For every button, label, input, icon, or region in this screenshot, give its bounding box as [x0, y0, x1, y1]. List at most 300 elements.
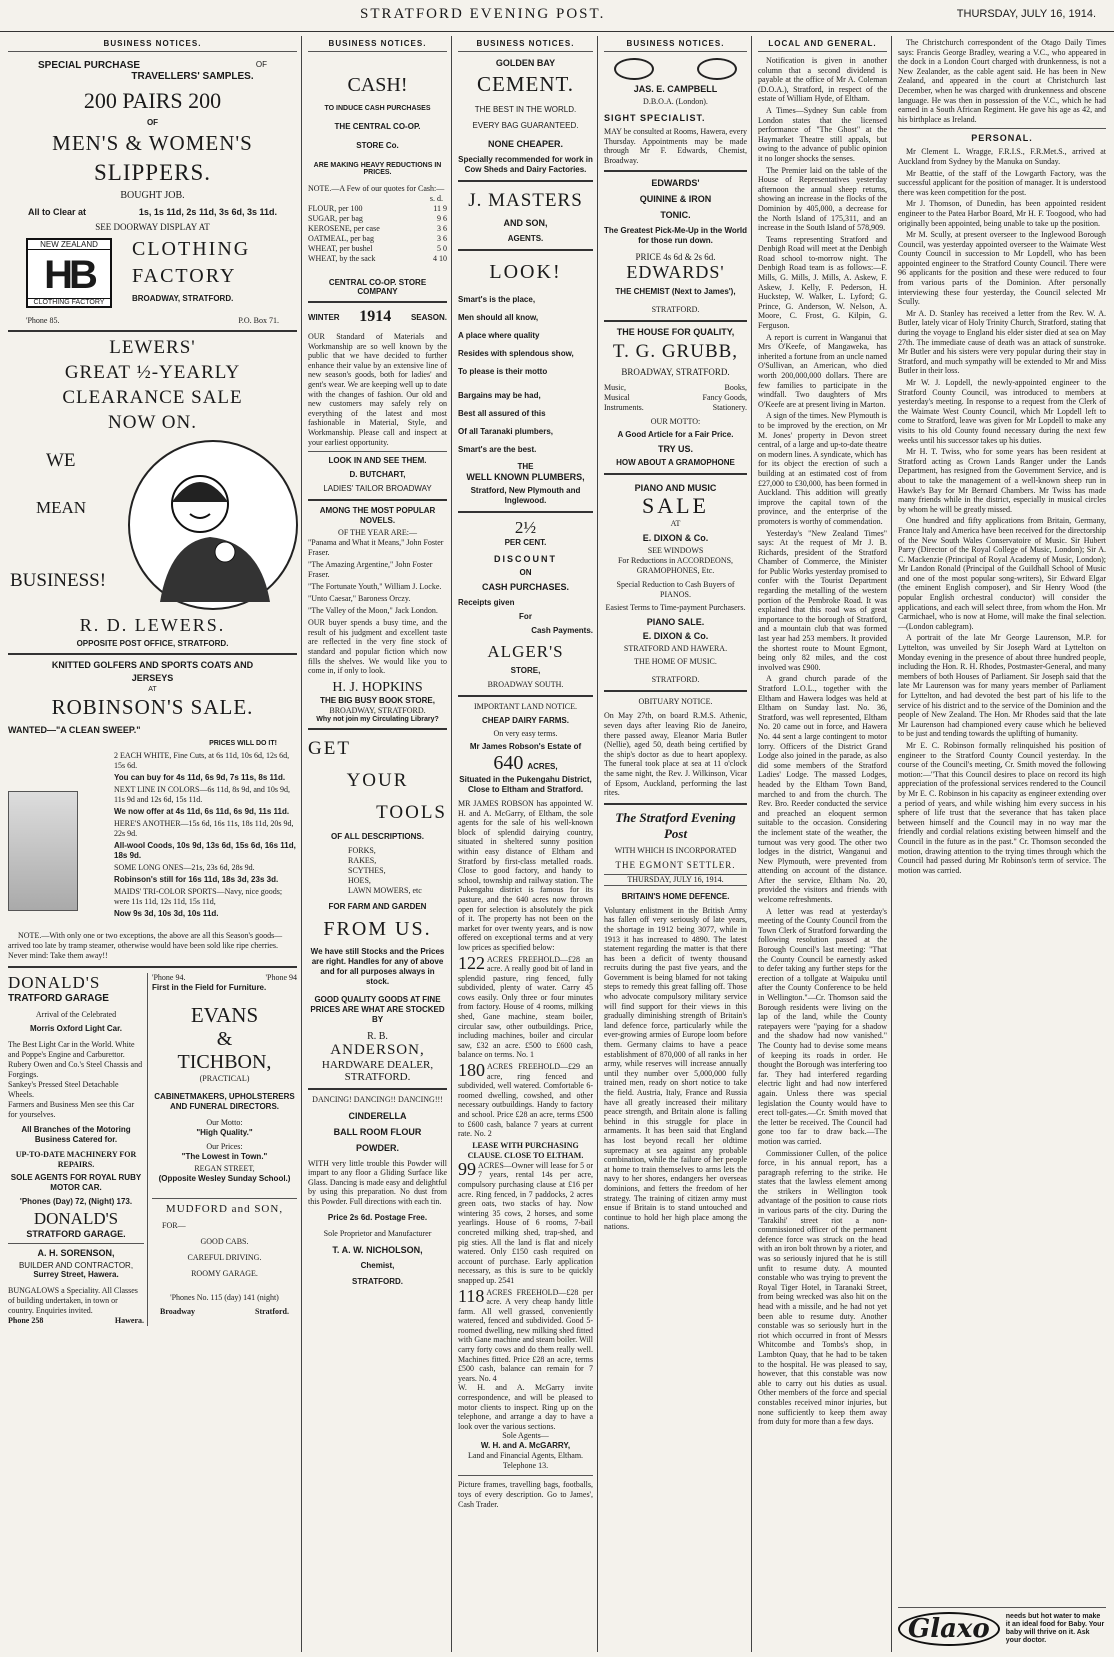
- glaxo-tagline: needs but hot water to make it an ideal food for Baby. Your baby will thrive on it. Ask your doctor.: [1005, 1613, 1105, 1644]
- news-paragraph: The Premier laid on the table of the House of Representatives yesterday afternoon the annual sheep returns, showing an increase in the flocks of the Dominion by 405,000, a decrease for the North Island of 175,311, and an increase in the South Island of 578,909.: [758, 165, 887, 233]
- personal-heading: PERSONAL.: [971, 133, 1033, 144]
- editorial-date: THURSDAY, JULY 16, 1914.: [604, 874, 747, 886]
- of-the-year: OF THE YEAR ARE:—: [338, 528, 417, 538]
- golden-bay: GOLDEN BAY: [495, 58, 556, 68]
- edwards-stratford: STRATFORD.: [651, 305, 700, 315]
- robinson-item: NEXT LINE IN COLORS—6s 11d, 8s 9d, and 10s 9d, 11s 9d and 12s 6d, 15s 11d.: [114, 785, 290, 804]
- motto-text: "High Quality.": [196, 1128, 253, 1137]
- we-text: WE: [46, 450, 76, 471]
- ladies-tailor: LADIES' TAILOR BROADWAY: [323, 484, 432, 494]
- of-all-descriptions: OF ALL DESCRIPTIONS.: [331, 831, 424, 841]
- goods-item: Stationery.: [712, 403, 747, 413]
- look-heading: LOOK!: [489, 261, 562, 283]
- personal-paragraph: Mr J. Thomson, of Dunedin, has been appointed resident engineer to the Patea Harbor Board, Mr H. F. Toogood, who had originally been appointed, being unable to take up the position.: [898, 199, 1106, 228]
- prices-text: "The Lowest in Town.": [181, 1152, 268, 1161]
- acrostic-line: To please is their motto: [458, 367, 548, 376]
- lot-2-text: ACRES FREEHOLD—£29 an acre, ring fenced and subdivided, well watered. Comfortable 6-roomed dwelling, cowshed, and other necessary outbuildings. Handy to factory and school. Price £28 an acre, terms £500 to £600 cash, balance 7 years at current rate. No. 2: [458, 1062, 593, 1139]
- great-half-yearly: GREAT ½-YEARLY: [64, 362, 241, 383]
- clear-prices: 1s, 1s 11d, 2s 11d, 3s 6d, 3s 11d.: [138, 207, 277, 217]
- farm-and-garden: FOR FARM AND GARDEN: [328, 901, 427, 911]
- best-text: The Best Light Car in the World. White and Poppe's Engine and Carburettor.: [8, 1040, 135, 1059]
- factory-phone: 'Phone 85.: [26, 316, 60, 325]
- morris-text: Morris Oxford Light Car.: [29, 1024, 122, 1033]
- defence-editorial: Voluntary enlistment in the British Army has fallen off very seriously of late years, the shortage in 1912 being 3077, while in 1913 it has increased to 4890. The latest statement regarding the matter is that there has been a deficit of twenty thousand recruits during the past five years, and the Government is being blamed for not taking steps to remedy this great falling off. Those who advocate compulsory military service will find support for their views in this gradually diminishing strength of Britain's land defence force, particularly while the ever-growing armies of Europe loom before them. Germany claims to have a peace establishment of 870,000 of all ranks in her army, while reserves will increase annually until they number over 5,000,000 fully trained men, ready on short notice to take the field. Austria, Italy, France and Russia have all greatly increased their military peace strength, and Britain alone is falling behind in this struggle for place in armaments. It has been said that England has lost beyond recall her oldtime supremacy at sea against any probable combination, while the failure of her people at home to train themselves to arms lets the navy to her shores, endangers her overseas dominions, and fetters the freedom of her strategy. The training of citizen army must ensue if Britain is to stand untouched and continue to hold her high place among the nations.: [604, 905, 747, 1232]
- obituary-text: On May 27th, on board R.M.S. Athenic, seven days after leaving Rio de Janeiro, there passed away, Eleanor Maria Butler (Nellie), aged 50, death being certified by the ship's doctor as due to heart apoplexy. The funeral took place at sea at 11 o'clock the same night, the Rev. J. Wilkinson, Vicar of Epsom, Auckland, performing the last rites.: [604, 711, 747, 798]
- price-list: [308, 204, 447, 264]
- news-paragraph: The Christchurch correspondent of the Otago Daily Times says: Francis George Bradley, wearing a V.C., who appeared in the dock in a London Court charged with drunkenness, is not a New Zealander, as the cable agent said. He has been in New Zealand, and appeared in the court at Christchurch last December, when he was charged with drunkenness and obscene language. He was then in possession of the V.C., which he had earned in a South African Regiment. He gave his age as 42, and his birthplace as Ireland.: [898, 38, 1106, 124]
- nicholson-name: T. A. W. NICHOLSON,: [332, 1244, 423, 1255]
- glaxo-logo: Glaxo: [898, 1612, 1000, 1646]
- acres-label: ACRES,: [527, 762, 558, 771]
- defence-heading: BRITAIN'S HOME DEFENCE.: [621, 891, 730, 901]
- pairs-heading: 200 PAIRS 200: [83, 88, 222, 113]
- personal-paragraph: Mr Clement L. Wragge, F.R.I.S., F.R.Met.S., arrived at Auckland from Sydney by the Manuka on Sunday.: [898, 147, 1106, 166]
- cinderella-heading: CINDERELLA: [348, 1110, 407, 1121]
- sight-specialist: SIGHT SPECIALIST.: [604, 113, 706, 123]
- post-masthead: The Stratford Evening Post: [615, 809, 736, 841]
- novel-item: "The Amazing Argentine," John Foster Fraser.: [308, 560, 433, 580]
- acrostic-line: Men should all know,: [458, 313, 539, 322]
- stratford-hawera: STRATFORD AND HAWERA.: [623, 644, 728, 654]
- prices-label: Our Prices:: [206, 1142, 243, 1151]
- news-paragraph: A grand church parade of the Stratford L.O.L., together with the Eltham and Hawera lodges was held at Eltham on Sunday last. No. 36, Stratford, was well represented, Eltham No. 20 came out in force, and Hawera No. 44 sent a large contingent to motor lorry. Officers of the District Grand Lodge also joined in the parade, as also did some members of the Stratford Ladies' Lodge. The massed Lodges, headed by the Eltham Town Band, marched to and from the church. The Rev. Bro. Reeder conducted the service and preached an eloquent sermon suitable to the occasion. Considering the inclement state of the weather, the turnout was very good. The other two lodges in the district, Wanganui and New Plymouth, were prevented from attending on account of the distance. After the service, Eltham No. 20, provided the visitors and friends with welcome refreshments.: [758, 674, 887, 905]
- easiest-terms: Easiest Terms to Time-payment Purchasers.: [605, 603, 746, 613]
- lot-acres: 99: [458, 1158, 476, 1179]
- issue-date: THURSDAY, JULY 16, 1914.: [956, 8, 1096, 20]
- mens-womens: MEN'S & WOMEN'S: [52, 131, 253, 155]
- donalds-garage-ad: [8, 973, 148, 1326]
- column-personal: [894, 36, 1110, 1652]
- tool-item: HOES,: [348, 875, 371, 885]
- robinson-note: NOTE.—With only one or two exceptions, the above are all this Season's goods—arrived too late by tramp steamer, otherwise would have been sold like ripe cherries. Never mind: Take them away!!: [8, 931, 283, 960]
- masters-heading: J. MASTERS: [468, 190, 583, 211]
- price-value: 5 0: [437, 244, 447, 253]
- year-label: 1914: [359, 308, 392, 325]
- acrostic-line: Of all Taranaki plumbers,: [458, 427, 553, 436]
- campbell-name: JAS. E. CAMPBELL: [633, 84, 718, 94]
- pictures-text: Picture frames, travelling bags, footballs, toys of every description. Go to James', Cash Trader.: [458, 1480, 593, 1509]
- campbell-text: MAY be consulted at Rooms, Hawera, every Thursday. Appointments may be made through Mr F. Edwards, Chemist, Broadway.: [604, 127, 747, 165]
- cash-payments: Cash Payments.: [531, 626, 593, 635]
- evans-heading: EVANS: [190, 1003, 259, 1027]
- price-value: 9 6: [437, 214, 447, 223]
- nicholson-stratford: STRATFORD.: [352, 1276, 403, 1286]
- lot-acres: 122: [458, 952, 485, 973]
- incorporated-text: WITH WHICH IS INCORPORATED: [614, 845, 737, 855]
- price-item: SUGAR, per bag: [308, 214, 363, 223]
- central-coop: THE CENTRAL CO-OP.: [334, 122, 421, 131]
- now-on: NOW ON.: [108, 412, 197, 433]
- goods-item: Instruments.: [604, 403, 644, 413]
- slippers-heading: SLIPPERS.: [93, 160, 211, 185]
- ampersand: &: [216, 1028, 233, 1050]
- cartoon-man-icon: [130, 442, 296, 608]
- good-cabs: GOOD CABS.: [200, 1237, 249, 1246]
- mean-text: MEAN: [36, 498, 87, 517]
- buyer-text: OUR buyer spends a busy time, and the result of his judgment and excellent taste are reflected in the very fine stock of standard and popular fiction which now fills the shelves. We would like you to come in, if only to look.: [308, 618, 447, 676]
- easy-terms: On very easy terms.: [493, 729, 558, 738]
- glaxo-ad: [898, 1607, 1106, 1646]
- robinson-item: Now 9s 3d, 10s 3d, 10s 11d.: [114, 909, 219, 918]
- robinsons-sale: ROBINSON'S SALE.: [51, 695, 254, 719]
- price-value: 3 6: [437, 234, 447, 243]
- none-cheaper: NONE CHEAPER.: [487, 139, 563, 149]
- situated-text: Situated in the Pukengahu District, Close to Eltham and Stratford.: [459, 775, 592, 794]
- robinson-item: 2 EACH WHITE, Fine Cuts, at 6s 11d, 10s 6d, 12s 6d, 15s 6d.: [114, 751, 290, 770]
- important-land-notice: IMPORTANT LAND NOTICE.: [474, 702, 577, 711]
- donalds-heading: DONALD'S: [8, 973, 101, 992]
- personal-paragraph: One hundred and fifty applications from Britain, Germany, France Italy and America have been received for the directorship of the New South Wales Conservatoire of Music. Sir Hubert Parry (Director of the Royal College of Music, London); Sir A. C. Mackenzie (Principal of Royal Academy of Music, London); Mr Landon Ronald (Principal of the Guildhall School of Music and one of the most popular song-writers), Sir Edward Elgar (the eminent English composer), and Sir Henry Wood (the popular English orchestral conductor) will consider the applications, and each will select three, from whom the Hon. Mr Carmichael, who is now at Home, will make the final selection.—(London cablegram).: [898, 516, 1106, 631]
- induce-text: TO INDUCE CASH PURCHASES: [324, 105, 431, 112]
- price-value: 4 10: [433, 254, 447, 263]
- best-in-world: THE BEST IN THE WORLD.: [474, 105, 577, 114]
- evans-phone-2: 'Phone 94: [265, 973, 297, 982]
- mudford-heading: MUDFORD and SON,: [165, 1203, 284, 1215]
- ballroom-flour: BALL ROOM FLOUR: [333, 1126, 422, 1137]
- for-label: For: [519, 612, 532, 621]
- novel-item: "Panama and What it Means," John Foster Fraser.: [308, 538, 444, 558]
- robinson-item: You can buy for 4s 11d, 6s 9d, 7s 11s, 8s 11d.: [114, 773, 286, 782]
- sankey-text: Sankey's Pressed Steel Detachable Wheels.: [8, 1080, 119, 1099]
- butchart-name: D. BUTCHART,: [349, 470, 406, 480]
- circulating-library: Why not join my Circulating Library?: [316, 715, 439, 723]
- practical-text: (PRACTICAL): [199, 1074, 250, 1083]
- robson-text: MR JAMES ROBSON has appointed W. H. and A. McGarry, of Eltham, the sole agents for the sale of his well-known block of splendid dairying country, situated in sheltered sunny position within easy distance of Eltham and Stratford by first-class metalled roads. Close to good factory, and handy to school, township and railway station. The Pukengahu district is famous for its pasture, and the 640 acres now thrown open for selection is absolutely the pick of it. The property has not been on the market for over twenty years, and is now offered on exceptional terms and at very low prices as specified below:: [458, 799, 593, 952]
- donalds-heading-2: DONALD'S: [33, 1209, 119, 1228]
- garage-heading-2: STRATFORD GARAGE.: [26, 1229, 126, 1239]
- rubery-text: Rubery Owen and Co.'s Steel Chassis and Forgings.: [8, 1060, 143, 1079]
- price-item: WHEAT, by the sack: [308, 254, 376, 263]
- egmont-settler: THE EGMONT SETTLER.: [615, 859, 736, 870]
- news-paragraph: A report is current in Wanganui that Mrs O'Keefe, of Mangaweka, has inherited a fortune from an uncle named O'Sullivan, an American, who died worth 200,000,000 dollars. There are few families to participate in the windfall. Two daughters of Mrs O'Keefe are at present living in Marton.: [758, 332, 887, 409]
- mudford-phones: 'Phones No. 115 (day) 141 (night): [170, 1293, 279, 1302]
- section-header: BUSINESS NOTICES.: [8, 36, 297, 52]
- acrostic-line: Best all assured of this: [458, 409, 546, 418]
- land-agents: Land and Financial Agents, Eltham. Telephone 13.: [467, 1451, 584, 1471]
- acrostic-line: Smart's are the best.: [458, 445, 537, 454]
- dixon-stratford: STRATFORD.: [651, 675, 700, 685]
- central-coop-company: CENTRAL CO-OP. STORE COMPANY: [328, 278, 427, 296]
- chemist-label: Chemist,: [360, 1260, 395, 1270]
- lot-3-text: ACRES—Owner will lease for 5 or 7 years, rental 14s per acre, compulsory purchasing clause at £16 per acre. Ring fenced, in 7 paddocks, 2 acres green oats, two stacks of hay. Now wintering 35 cows, 2 horses, and some yearlings. House of 6 rooms, 7-bail concreted milking shed, trap-shed, and pig sties. All the land is flat and nicely watered. Only £150 cash required on account of purchase. Early application necessary, as this is sure to be quickly snapped up. 2541: [458, 1160, 593, 1285]
- section-header: BUSINESS NOTICES.: [458, 36, 593, 52]
- rd-lewers: R. D. LEWERS.: [79, 615, 226, 635]
- tonic-heading: TONIC.: [660, 210, 691, 221]
- the-label: THE: [517, 462, 534, 471]
- robinson-item: MAIDS' TRI-COLOR SPORTS—Navy, nice goods; were 11s 11d, 12s 11d, 15s 11d,: [114, 887, 283, 906]
- prices-will-do-it: PRICES WILL DO IT!: [209, 740, 277, 747]
- personal-paragraph: Mr H. T. Twiss, who for some years has been resident at Stratford acting as Crown Lands Ranger under the Lands Department, has resigned from the Government Service, and is about to take the management of a well-known sheep run in Hawke's Bay for Mr Bernard Chambers. Mr Twiss has made many friends while in the district, especially in musical circles by whom he will be greatly missed.: [898, 447, 1106, 514]
- section-header: LOCAL AND GENERAL.: [758, 36, 887, 52]
- column-business-1: [4, 36, 302, 1652]
- lot-acres: 118: [458, 1285, 485, 1306]
- column-local-general: [754, 36, 892, 1652]
- column-business-3: [454, 36, 598, 1652]
- quinine-iron: QUININE & IRON: [639, 194, 712, 205]
- uptodate-text: UP-TO-DATE MACHINERY FOR REPAIRS.: [15, 1150, 137, 1169]
- our-motto: OUR MOTTO:: [650, 417, 701, 427]
- bought-job: BOUGHT JOB.: [120, 190, 185, 201]
- among-novels: AMONG THE MOST POPULAR NOVELS.: [319, 506, 436, 526]
- hopkins-name: H. J. HOPKINS: [332, 679, 423, 695]
- sd-header: s. d.: [429, 194, 443, 203]
- hb-logo: NEW ZEALAND HB CLOTHING FACTORY: [26, 238, 112, 308]
- masthead: [0, 0, 1114, 32]
- anderson-name: ANDERSON,: [330, 1041, 425, 1058]
- sole-agents: Sole Agents—: [502, 1431, 549, 1441]
- rb-initials: R. B.: [367, 1030, 388, 1042]
- clear-label: All to Clear at: [28, 207, 87, 217]
- tool-item: LAWN MOWERS, etc: [348, 885, 422, 895]
- lot-1-text: ACRES FREEHOLD—£28 an acre. A really good bit of land in splendid pasture, ring fenced, fully subdivided, plenty of water. Carry 45 cows easily. Only three or four minutes from factory. House of 4 rooms, milking shed, Gane machine, steam boiler, circular saw, other outbuildings. Price, including machines, boiler and circular saw, £32 an acre. £500 to £600 cash, balance on terms. No. 1: [458, 954, 593, 1060]
- edwards-heading: EDWARDS': [651, 178, 700, 189]
- novel-list: [308, 538, 447, 616]
- goods-item: Music,: [604, 383, 626, 393]
- anderson-stratford: STRATFORD.: [344, 1070, 411, 1083]
- robson-estate: Mr James Robson's Estate of: [469, 742, 582, 751]
- news-paragraph: Teams representing Stratford and Denbigh Road will meet at the Denbigh Road school to-morrow night. The Denbigh Road team is as follows:—F. Mills, G. Mills, J. Mills, A. Askew, F. Askew, J. Kelly, F. Pederson, H. Huckstep, W. Walker, L. Lyford; G. Prince, G. Anderson, W. Nelson, A. Moore, C. Frost, G. Kilpin, G. Ferguson.: [758, 234, 887, 331]
- home-of-music: THE HOME OF MUSIC.: [634, 657, 717, 667]
- cartoon-illustration: [128, 440, 298, 610]
- business-text: BUSINESS!: [10, 570, 107, 591]
- cabinetmakers-text: CABINETMAKERS, UPHOLSTERERS AND FUNERAL DIRECTORS.: [154, 1092, 295, 1111]
- cash-heading: CASH!: [347, 74, 408, 96]
- special-reduction: Special Reduction to Cash Buyers of PIANOS.: [616, 580, 735, 600]
- house-for-quality: THE HOUSE FOR QUALITY,: [616, 327, 735, 338]
- tichbon-heading: TICHBON,: [177, 1051, 272, 1073]
- sale-heading: SALE: [642, 493, 709, 519]
- algers-address: BROADWAY SOUTH.: [487, 680, 564, 689]
- news-paragraph: A Times—Sydney Sun cable from London states that the licensed performance of "The Ghost" at the Haymarket Theatre still appals, but owing to the advance of public opinion it no longer shocks the senses.: [758, 105, 887, 163]
- opposite-wesley: (Opposite Wesley Sunday School.): [158, 1174, 291, 1183]
- quality-text: GOOD QUALITY GOODS AT FINE PRICES ARE WHAT ARE STOCKED BY: [310, 994, 445, 1024]
- price-value: 11 9: [433, 204, 447, 213]
- making-reductions: ARE MAKING HEAVY REDUCTIONS IN PRICES.: [313, 162, 442, 176]
- of-label: OF: [255, 60, 267, 69]
- greatest-pickmeup: The Greatest Pick-Me-Up in the World for those run down.: [604, 226, 747, 246]
- algers-heading: ALGER'S: [487, 642, 564, 661]
- roomy-garage: ROOMY GARAGE.: [191, 1269, 258, 1278]
- hardware-dealer: HARDWARE DEALER,: [321, 1058, 434, 1071]
- edwards-heading-2: EDWARDS': [626, 262, 725, 283]
- novel-item: "The Fortunate Youth," William J. Locke.: [308, 582, 442, 592]
- per-cent: PER CENT.: [504, 538, 547, 547]
- column-business-4: [600, 36, 752, 1652]
- bungalows-text: BUNGALOWS a Speciality. All Classes of building undertaken, in town or country. Enquiries invited.: [8, 1286, 138, 1315]
- good-article: A Good Article for a Fair Price.: [617, 430, 734, 440]
- grubb-address: BROADWAY, STRATFORD.: [621, 367, 730, 378]
- column-business-2: [304, 36, 452, 1652]
- piano-sale: PIANO SALE.: [646, 617, 705, 628]
- acrostic-line: Bargains may be had,: [458, 391, 541, 400]
- news-paragraph: Notification is given in another column that a second dividend is payable at the office of Mr A. Coleman (D.O.A.), Stratford, in respect of the estate of William Hyde, of Eltham.: [758, 56, 887, 104]
- careful-driving: CAREFUL DRIVING.: [187, 1253, 262, 1262]
- hawera-text: Hawera.: [114, 1316, 144, 1325]
- algers-store: STORE,: [510, 666, 541, 675]
- your-heading: YOUR: [346, 769, 409, 791]
- regan-street: REGAN STREET,: [194, 1164, 255, 1173]
- price-item: FLOUR, per 100: [308, 204, 363, 213]
- at-label: AT: [148, 686, 157, 693]
- plumbers-locations: Stratford, New Plymouth and Inglewood.: [470, 486, 581, 505]
- edwards-chemist: THE CHEMIST (Next to James'),: [615, 287, 736, 297]
- grubb-goods: [604, 383, 747, 413]
- dixon-name: E. DIXON & Co.: [642, 533, 709, 544]
- personal-paragraph: Mr M. Scully, at present overseer to the Inglewood Borough Council, was yesterday appointed overseer to the Waimate West County Council in succession to Mr Lopdell, who has been appointed engineer to the Stratford County Council. There were 96 applicants for the position and these were reduced to four from various parts of the Dominion. After personally interviewing these four yesterday, the Council selected Mr Scully.: [898, 230, 1106, 307]
- agents-label: AGENTS.: [507, 234, 544, 243]
- dixon-name-2: E. DIXON & Co.: [642, 631, 709, 642]
- section-header: BUSINESS NOTICES.: [308, 36, 447, 52]
- sole-agents-text: SOLE AGENTS FOR ROYAL RUBY MOTOR CAR.: [10, 1173, 142, 1192]
- doorway-display: SEE DOORWAY DISPLAY AT: [95, 222, 210, 232]
- obituary-heading: OBITUARY NOTICE.: [638, 697, 713, 707]
- dboa-text: D.B.O.A. (London).: [643, 97, 708, 106]
- first-in-field: First in the Field for Furniture.: [152, 983, 267, 992]
- mcgarry-text: W. H. and A. McGarry invite correspondence, and will be pleased to motor clients to inspect. Ring up on the telephone, and arrange a day to have a look over the various sections.: [458, 1383, 593, 1431]
- well-known-plumbers: WELL KNOWN PLUMBERS,: [466, 472, 585, 482]
- cement-heading: CEMENT.: [476, 72, 575, 96]
- big-busy-book-store: THE BIG BUSY BOOK STORE,: [320, 695, 435, 705]
- goods-item: Fancy Goods,: [702, 393, 747, 403]
- robinson-item: Robinson's still for 16s 11d, 18s 3d, 23s 3d.: [114, 875, 279, 884]
- lady-figure-illustration: [8, 791, 78, 911]
- branches-text: All Branches of the Motoring Business Catered for.: [21, 1125, 131, 1144]
- mudford-stratford: Stratford.: [255, 1307, 289, 1316]
- tools-heading: TOOLS: [376, 801, 447, 823]
- newspaper-title: STRATFORD EVENING POST.: [360, 6, 606, 22]
- robinson-item: All-wool Coods, 10s 9d, 13s 6d, 15s 6d, 16s 11d, 18s 9d.: [114, 841, 296, 860]
- tool-item: FORKS,: [348, 845, 376, 855]
- cheap-dairy-farms: CHEAP DAIRY FARMS.: [482, 716, 569, 725]
- personal-paragraph: Mr A. D. Stanley has received a letter from the Rev. W. A. Butler, lately vicar of Holy Trinity Church, Stratford, stating that during the voyage to England his elder sister died at sea on May 27th. The immediate cause of death was an attack of sunstroke. Mr Butler and his sisters were very popular during their stay in Stratford, and much sympathy will be extended to Mr and Miss Butler in their loss.: [898, 308, 1106, 376]
- gramophone-text: HOW ABOUT A GRAMOPHONE: [616, 458, 735, 468]
- clothing-heading: CLOTHING: [132, 238, 251, 260]
- quotes-note: NOTE.—A Few of our quotes for Cash:—: [308, 184, 445, 193]
- tool-item: RAKES,: [348, 855, 377, 865]
- of-label-2: OF: [146, 118, 159, 127]
- acrostic-line: A place where quality: [458, 331, 540, 340]
- standard-text: OUR Standard of Materials and Workmanship are so well known by the public that we have decided to further enhance their value by an extensive line of new season's goods, both for ladies' and gent's wear. We are keeping well up to date with the changes of fashion. Our old and new customers may safely rely on everything of the latest and most fashionable in Material, Style, and Workmanship. Please call and inspect at your earliest opportunity.: [308, 332, 447, 447]
- mudford-broadway: Broadway: [160, 1307, 195, 1316]
- news-paragraph: A letter was read at yesterday's meeting of the County Council from the Town Clerk of Stratford forwarding the following resolution passed at the Borough Council's last meeting: "That the County Council be earnestly asked to defer taking any further steps for the erection of a tollgate at Waipuku until after the County Conference to be held in Wellington."—Cr. Thomson said the Borough residents were living on the lap of the land, while the County ratepayers were "paying for a shadow and the shadow had now vanished." The County had to devise some means of keeping its roads in order. He thought the Borough was interfering too far. They had interfered regarding electric light and had now interfered again. Unless there was special legislation the County would have to erect toll-gates.—Cr. Smith moved that the letter be received. The Council had gone too far to draw back.—The motion was carried.: [758, 906, 887, 1146]
- news-paragraph: Commissioner Cullen, of the police force, in his annual report, has a paragraph referring to the strike. He states that the lawless element among the strikers in Wellington took advantage of the position to cause riots in various parts of the city. During the 'Tarakihi' street riot a non-commissioned officer of the permanent defence force was struck on the head with an iron bolt thrown by a rioter, and was so seriously injured that he is still unfit to resume duty. A mounted constable who was trying to prevent the Royal Tiger Hotel, in Taranaki Street, from being wrecked was also hit on the head with a missile, and he had not yet been able to resume duty. Another constable was so seriously hurt in the riot which occurred in front of Messrs Whitcombe and Tombs's shop, in Lambton Quay, that he had to be taken to the hospital. He was pleased to say, however, that this constable was now able to carry out his duties as usual. Other members of the force and special constables received minor injuries, but none sufficiently to keep them away from duty for more than a few days.: [758, 1148, 887, 1427]
- discount-label: DISCOUNT: [494, 554, 557, 564]
- evans-phone: 'Phone 94.: [152, 973, 186, 982]
- tool-list: [308, 846, 447, 896]
- receipts-given: Receipts given: [458, 598, 515, 607]
- robinson-item: We now offer at 4s 11d, 6s 11d, 6s 9d, 11s 11d.: [114, 807, 290, 816]
- dancing-text: DANCING! DANCING!! DANCING!!!: [312, 1094, 443, 1104]
- lot-4-text: ACRES FREEHOLD—£28 per acre. A very cheap handy little farm. All well grassed, conveniently watered, fenced and subdivided. Good 5-roomed dwelling, new milking shed fitted with Gane machine and steam boiler. Will carry forty cows and do them really well. Machines fitted. Price £28 an acre, terms £500 cash, balance can remain for 7 years. No. 4: [458, 1287, 593, 1383]
- factory-heading: FACTORY: [132, 265, 237, 287]
- get-heading: GET: [308, 737, 351, 759]
- news-paragraph: Yesterday's "New Zealand Times" says: At the request of Mr J. B. Richards, president of the Stratford Chamber of Commerce, the Minister for Public Works yesterday promised to confer with the Tourist Department regarding the metalling of the western portion of the Pembroke Road. It was explained that this road was of great importance to the borough of Stratford, and a mountain club that was formed last year had 253 members. It provided the shortest route to Mount Egmont, being only 82 miles, and the cost involved was £900.: [758, 528, 887, 672]
- personal-paragraph: Mr E. C. Robinson formally relinquished his position of engineer to the Stratford County Council yesterday. In the course of the Council's meeting, Cr. Smith moved the following motion:—"That this Council desires to place on record its high appreciation of the professional services rendered to the Council by Mr E. C. Robinson in his capacity as engineer extending over a period of years, and while wishing him every success in his sphere of life trust that the severance that has taken place between himself and the Council may in no way mar the friendly and cordial relations existing between himself and the Council in the future as in the past." Cr. Thomson seconded the motion, drawing attention to the trying times through which the Council had passed during Mr Robinson's term of service. The motion was carried.: [898, 740, 1106, 875]
- personal-paragraph: Mr Beattie, of the staff of the Lowgarth Factory, was the successful applicant for the position of manager. It is understood there was keen competition for the post.: [898, 168, 1106, 197]
- motto-label: Our Motto:: [206, 1118, 243, 1127]
- spectacles-icon: [604, 52, 747, 80]
- news-paragraph: A sign of the times. New Plymouth is to be improved by the erection, on Mr M. Jones' property in Devon street central, of a large and up-to-date theatre on modern lines. A syndicate, which has for its object the erection of such a building at an estimated cost of from £27,000 to £30,000, has been formed in Auckland. This addition will greatly improve the capital town of the province, and the enterprise of the promoters is worthy of commendation.: [758, 411, 887, 526]
- knitted-line2: JERSEYS: [131, 673, 174, 683]
- special-purchase: SPECIAL PURCHASE: [38, 60, 141, 71]
- garage-phones: 'Phones (Day) 72, (Night) 173.: [19, 1197, 133, 1206]
- every-bag: EVERY BAG GUARANTEED.: [472, 121, 579, 130]
- clearance-sale: CLEARANCE SALE: [62, 387, 243, 408]
- farmers-text: Farmers and Business Men see this Car for yourselves.: [8, 1100, 135, 1119]
- novel-item: "The Valley of the Moon," Jack London.: [308, 606, 438, 616]
- sorenson-heading: A. H. SORENSON,: [37, 1248, 115, 1258]
- travellers-samples: TRAVELLERS' SAMPLES.: [131, 71, 254, 82]
- sorenson-phone: Phone 258: [8, 1316, 44, 1325]
- factory-pobox: P.O. Box 71.: [238, 316, 279, 325]
- factory-address: BROADWAY, STRATFORD.: [132, 294, 234, 303]
- sole-proprietor: Sole Proprietor and Manufacturer: [323, 1228, 432, 1238]
- look-in-text: LOOK IN AND SEE THEM.: [328, 456, 427, 466]
- for-label: FOR—: [162, 1221, 186, 1230]
- try-us: TRY US.: [657, 444, 693, 455]
- arrival-text: Arrival of the Celebrated: [35, 1010, 117, 1019]
- section-header: BUSINESS NOTICES.: [604, 36, 747, 52]
- powder-heading: POWDER.: [355, 1142, 399, 1153]
- specially-recommended: Specially recommended for work in Cow Sheds and Dairy Factories.: [458, 155, 593, 174]
- from-us: FROM US.: [323, 917, 432, 940]
- price-item: OATMEAL, per bag: [308, 234, 374, 243]
- powder-description: WITH very little trouble this Powder will impart to any floor a Gliding Surface like Glass. Dancing is made easy and delightful by using this preparation. No dust from this Powder. Full directions with each tin.: [308, 1158, 447, 1207]
- winter-label: WINTER: [308, 312, 340, 322]
- lot-acres: 180: [458, 1060, 485, 1081]
- store-co: STORE Co.: [356, 141, 399, 150]
- evans-tichbon-ad: [152, 973, 297, 1326]
- reductions-text: For Reductions in ACCORDEONS, GRAMOPHONES, Etc.: [617, 556, 734, 576]
- surrey-text: Surrey Street, Hawera.: [33, 1270, 119, 1279]
- smarts-acrostic: [458, 292, 593, 458]
- knitted-line1: KNITTED GOLFERS AND SPORTS COATS AND: [51, 660, 254, 670]
- percent-figure: 2½: [514, 518, 537, 537]
- personal-paragraph: Mr W. J. Lopdell, the newly-appointed engineer to the Stratford County Council, was introduced to members at yesterday's meeting. In response to a request from the Clerk of the Waimate West County Council, which Mr Lopdell left to come to Stratford, leave was given for Mr Lopdell to make any visits to his old County found necessary during the next few weeks until his successor takes up his duties.: [898, 378, 1106, 445]
- cash-purchases: CASH PURCHASES.: [481, 582, 569, 592]
- tool-item: SCYTHES,: [348, 865, 386, 875]
- and-son: AND SON,: [503, 218, 548, 228]
- goods-item: Musical: [604, 393, 630, 403]
- lewers-heading: LEWERS': [109, 337, 196, 358]
- acrostic-line: Smart's is the place,: [458, 295, 536, 304]
- robinson-item: HERE'S ANOTHER—15s 6d, 16s 11s, 18s 11d, 20s 9d, 22s 9d.: [114, 819, 294, 838]
- clean-sweep: WANTED—"A CLEAN SWEEP.": [8, 725, 141, 735]
- price-item: KEROSENE, per case: [308, 224, 380, 233]
- builder-text: BUILDER AND CONTRACTOR,: [18, 1261, 134, 1270]
- hopkins-address: BROADWAY, STRATFORD.: [329, 705, 426, 715]
- powder-price: Price 2s 6d. Postage Free.: [327, 1212, 428, 1222]
- robinson-item: SOME LONG ONES—21s, 23s 6d, 28s 9d.: [114, 863, 255, 872]
- lease-heading: LEASE WITH PURCHASING CLAUSE. CLOSE TO ELTHAM.: [467, 1140, 584, 1160]
- personal-paragraph: A portrait of the late Mr George Laurenson, M.P. for Lyttelton, was unveiled by Sir Joseph Ward at Lyttelton on Monday evening in the presence of about three hundred people, including the Hon. R. H. Rhodes, Postmaster-General, and many members of both Houses of Parliament. Sir Joseph said that the late Mr Laurenson was for many years member of Parliament for Lyttelton, and had devoted the best part of his life to the service of his district and to the service of the Dominion and the people of New Zealand. The Hon. Mr Rhodes said that the late Mr Laurenson had championed every cause which he believed to be just and tending towards the uplifting of humanity.: [898, 633, 1106, 739]
- acres-figure: 640: [493, 752, 524, 774]
- price-value: 3 6: [437, 224, 447, 233]
- on-label: ON: [519, 568, 532, 577]
- garage-heading: TRATFORD GARAGE: [8, 993, 109, 1004]
- mcgarry-name: W. H. and A. McGARRY,: [480, 1441, 571, 1451]
- acrostic-line: Resides with splendous show,: [458, 349, 574, 358]
- stocks-text: We have still Stocks and the Prices are right. Handles for any of above and for all purposes always in stock.: [310, 946, 445, 986]
- lewers-opposite: OPPOSITE POST OFFICE, STRATFORD.: [76, 639, 229, 648]
- grubb-heading: T. G. GRUBB,: [612, 341, 739, 363]
- novel-item: "Unto Caesar," Baroness Orczy.: [308, 594, 411, 604]
- tonic-price: PRICE 4s 6d & 2s 6d.: [635, 252, 716, 263]
- at-label: AT: [670, 519, 681, 529]
- goods-item: Books,: [724, 383, 747, 393]
- piano-music: PIANO AND MUSIC: [634, 483, 717, 494]
- season-label: SEASON.: [410, 312, 447, 322]
